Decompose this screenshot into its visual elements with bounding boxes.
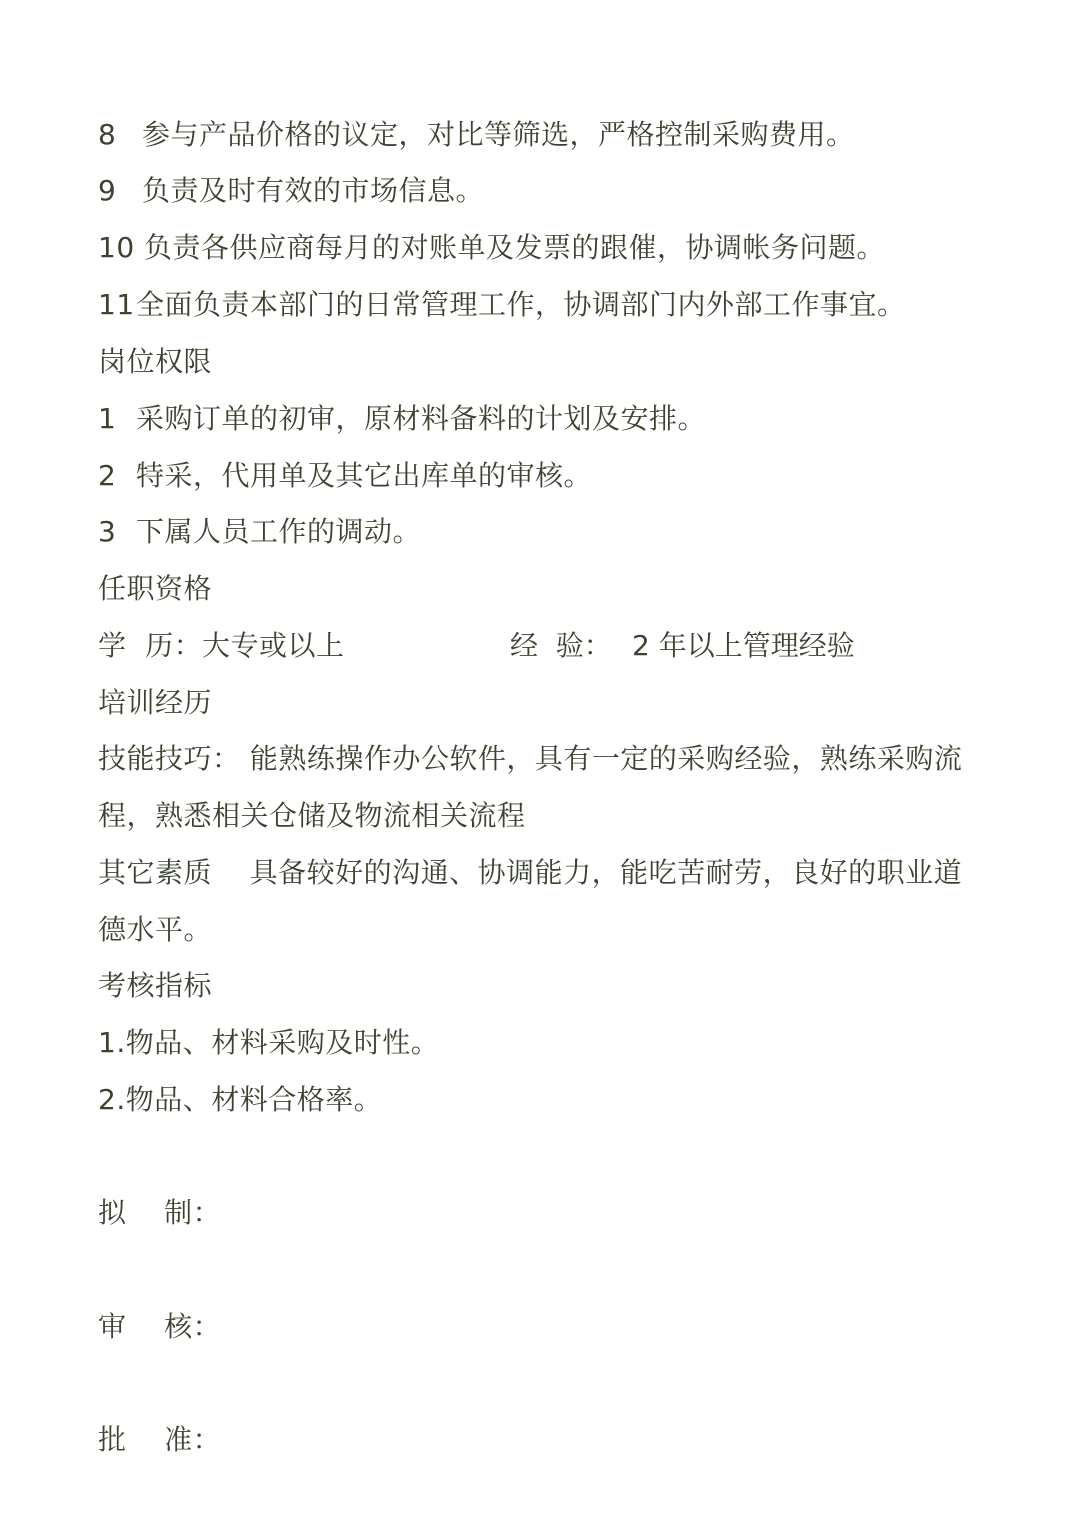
duty-text: 负责及时有效的市场信息。 <box>142 174 485 207</box>
kpi-heading: 考核指标 <box>98 969 213 1002</box>
experience-value: 2 年以上管理经验 <box>632 629 855 662</box>
duty-number: 10 <box>98 231 135 264</box>
authority-heading: 岗位权限 <box>98 345 213 378</box>
skills-line-1: 技能技巧： 能熟练操作办公软件，具有一定的采购经验，熟练采购流 <box>98 742 963 775</box>
other-qualities-line-1: 其它素质 具备较好的沟通、协调能力，能吃苦耐劳，良好的职业道 <box>98 856 963 889</box>
duty-item-11 <box>98 285 906 325</box>
skills-line-2: 程，熟悉相关仓储及物流相关流程 <box>98 799 526 832</box>
approved-by-label: 批 准： <box>98 1423 222 1456</box>
duty-text: 全面负责本部门的日常管理工作，协调部门内外部工作事宜。 <box>136 288 906 321</box>
training-label: 培训经历 <box>98 686 213 719</box>
authority-text: 采购订单的初审，原材料备料的计划及安排。 <box>136 402 707 435</box>
education-row <box>98 626 345 666</box>
authority-item-3 <box>98 512 421 552</box>
duty-item-9 <box>98 171 484 211</box>
duty-item-8 <box>98 115 855 155</box>
kpi-item-2: 2.物品、材料合格率。 <box>98 1083 383 1116</box>
kpi-item-1: 1.物品、材料采购及时性。 <box>98 1026 440 1059</box>
duty-number: 9 <box>98 174 117 207</box>
education-label: 学 历： <box>98 629 203 662</box>
duty-number: 8 <box>98 118 117 151</box>
other-qualities-line-2: 德水平。 <box>98 913 213 946</box>
duty-text: 负责各供应商每月的对账单及发票的跟催，协调帐务问题。 <box>144 231 886 264</box>
duty-number: 11 <box>98 288 135 321</box>
drafted-by-label: 拟 制： <box>98 1196 222 1229</box>
duty-item-10 <box>98 228 885 268</box>
experience-label: 经 验： <box>510 629 612 662</box>
authority-number: 3 <box>98 515 117 548</box>
duty-text: 参与产品价格的议定，对比等筛选，严格控制采购费用。 <box>142 118 855 151</box>
education-value: 大专或以上 <box>202 629 345 662</box>
qualifications-heading: 任职资格 <box>98 572 213 605</box>
authority-item-2 <box>98 456 592 496</box>
authority-text: 特采，代用单及其它出库单的审核。 <box>136 459 593 492</box>
authority-item-1 <box>98 399 706 439</box>
authority-text: 下属人员工作的调动。 <box>136 515 422 548</box>
reviewed-by-label: 审 核： <box>98 1310 222 1343</box>
authority-number: 2 <box>98 459 117 492</box>
authority-number: 1 <box>98 402 117 435</box>
